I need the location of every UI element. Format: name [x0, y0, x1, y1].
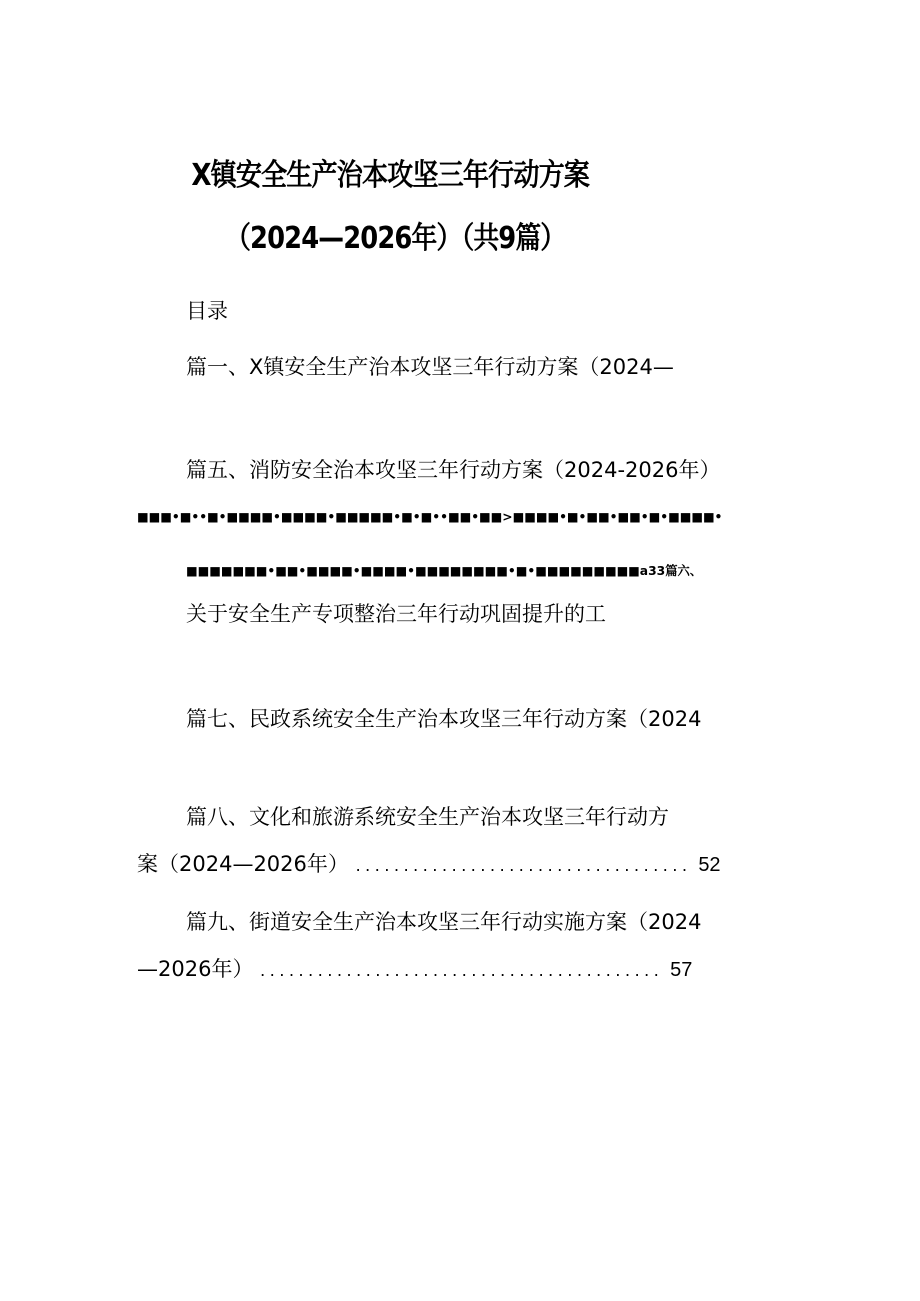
toc-garbled-text-2: ■■■■■■■•■■•■■■■•■■■■•■■■■■■■■•■•■■■■■■■■■a33篇六、 [186, 564, 703, 578]
toc-entry-8-line-1: 篇八、文化和旅游系统安全生产治本攻坚三年行动方 [186, 805, 669, 829]
toc-entry-7: 篇七、民政系统安全生产治本攻坚三年行动方案（2024 [186, 707, 702, 731]
toc-entry-9-page-number: 57 [670, 959, 693, 981]
toc-entry-8-leader-dots: ................................... [355, 855, 692, 875]
toc-entry-1: 篇一、X镇安全生产治本攻坚三年行动方案（2024— [186, 355, 674, 379]
toc-entry-8-title-end: 案（2024—2026年） [137, 852, 349, 876]
toc-heading: 目录 [186, 299, 228, 323]
toc-entry-9-title-end: —2026年） [137, 957, 254, 981]
toc-entry-9-leader-dots: .......................................... [260, 960, 664, 980]
toc-entry-5: 篇五、消防安全治本攻坚三年行动方案（2024-2026年） [186, 458, 721, 482]
toc-garbled-line-2 [186, 554, 702, 583]
document-title-line-1: X镇安全生产治本攻坚三年行动方案 [191, 158, 590, 193]
toc-entry-9-line-2 [137, 955, 692, 984]
toc-entry-9-line-1: 篇九、街道安全生产治本攻坚三年行动实施方案（2024 [186, 910, 702, 934]
toc-entry-8-line-2 [137, 850, 721, 879]
toc-entry-6: 关于安全生产专项整治三年行动巩固提升的工 [186, 602, 606, 626]
toc-entry-8-page-number: 52 [698, 854, 721, 876]
document-title-line-2: （2024—2026年）（共9篇） [225, 221, 566, 256]
toc-garbled-line-1: ■■■•■••■•■■■■•■■■■•■■■■■•■•■••■■•■■>■■■■•■•■■•■■•■•■■■■• [137, 510, 723, 524]
